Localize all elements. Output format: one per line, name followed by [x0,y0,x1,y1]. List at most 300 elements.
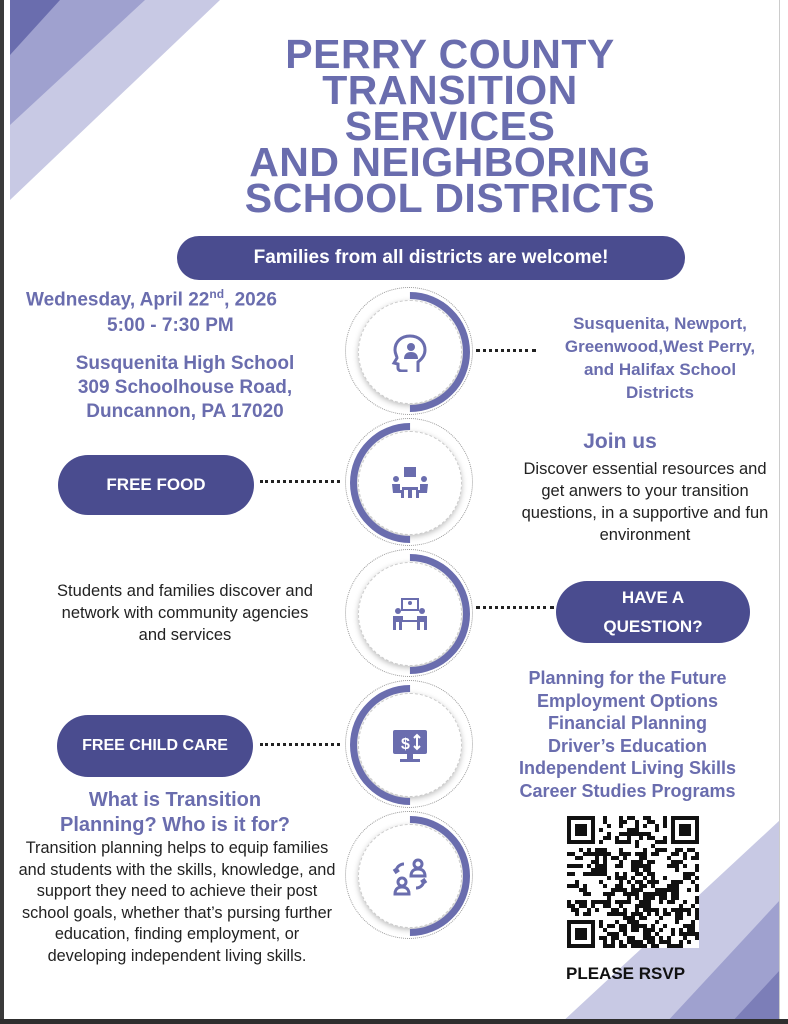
qr-module [639,864,643,868]
network-text: Students and families discover and network with community agencies and services [57,582,313,644]
qr-module [619,824,623,828]
qr-module [611,888,615,892]
qr-module [631,924,635,928]
qr-module [691,848,695,852]
qr-module [663,816,667,820]
qr-module [663,840,667,844]
qr-module [623,908,627,912]
qr-module [647,892,651,896]
qr-module [667,884,671,888]
qr-module [639,872,643,876]
qr-module [615,840,619,844]
qr-module [623,916,627,920]
qr-module [595,868,599,872]
qr-module [631,892,635,896]
qr-module [583,904,587,908]
qr-module [647,904,651,908]
qr-module [655,892,659,896]
qr-module [671,888,675,892]
qr-module [663,912,667,916]
qr-module [675,912,679,916]
qr-module [643,944,647,948]
qr-module [679,848,683,852]
topic-item: Driver’s Education [547,735,708,756]
topic-item: Financial Planning [547,713,708,733]
qr-module [643,884,647,888]
qr-module [687,928,691,932]
qr-module [691,904,695,908]
qr-module [671,852,675,856]
qr-module [671,884,675,888]
rsvp-qr-code[interactable] [567,816,699,948]
qr-module [591,872,595,876]
welcome-banner: Families from all districts are welcome! [177,236,685,280]
qr-module [679,916,683,920]
qr-module [575,864,579,868]
qr-module [647,872,651,876]
qr-module [675,888,679,892]
district-line: and Halifax School [583,360,737,379]
free-food-badge: FREE FOOD [58,455,254,515]
qr-module [631,864,635,868]
qr-module [623,876,627,880]
qr-module [635,824,639,828]
qr-module [631,944,635,948]
qr-module [655,840,659,844]
qr-module [599,828,603,832]
qr-module [651,908,655,912]
qr-module [639,856,643,860]
qr-module [675,884,679,888]
qr-module [675,892,679,896]
qr-module [595,856,599,860]
qr-module [687,872,691,876]
qr-module [683,936,687,940]
qr-module [595,860,599,864]
qr-module [647,864,651,868]
qr-module [651,892,655,896]
qr-module [611,936,615,940]
qr-module [599,900,603,904]
qr-module [663,848,667,852]
qr-module [651,928,655,932]
qr-module [635,880,639,884]
qr-module [567,884,571,888]
qr-module [631,888,635,892]
location-line: 309 Schoolhouse Road, [77,377,293,398]
qr-module [611,944,615,948]
qr-module [567,864,571,868]
qr-module [663,888,667,892]
qr-module [647,860,651,864]
qr-module [607,944,611,948]
qr-module [639,852,643,856]
qr-module [607,896,611,900]
qr-module [615,872,619,876]
qr-module [587,852,591,856]
qr-module [623,820,627,824]
qr-module [599,868,603,872]
qr-module [571,864,575,868]
qr-module [619,820,623,824]
qr-module [643,864,647,868]
qr-module [575,880,579,884]
qr-module [615,876,619,880]
qr-module [635,896,639,900]
qr-module [579,864,583,868]
qr-module [643,924,647,928]
circle-people-exchange [345,811,473,939]
topics-list [490,667,765,802]
qr-module [603,904,607,908]
qr-module [575,908,579,912]
qr-module [639,924,643,928]
qr-module [619,848,623,852]
title-line: SERVICES [344,103,556,149]
qr-module [603,884,607,888]
qr-module [663,940,667,944]
qr-module [643,816,647,820]
event-location [40,352,330,424]
districts-list [535,312,785,404]
qr-module [675,920,679,924]
what-text: Transition planning helps to equip families and students with the skills, knowledge, and support they need to achieve their post school goals, whether that’s pursing further education, finding employment, or developing independent living skills. [18,839,336,965]
qr-module [655,932,659,936]
qr-module [655,828,659,832]
qr-module [627,828,631,832]
qr-module [575,912,579,916]
qr-module [583,892,587,896]
qr-module [627,900,631,904]
qr-module [607,824,611,828]
finance-monitor-icon [390,725,430,765]
circle-finance [345,680,473,808]
qr-module [647,940,651,944]
qr-module [679,932,683,936]
qr-module [675,916,679,920]
qr-module [683,908,687,912]
qr-module [643,908,647,912]
qr-module [683,900,687,904]
qr-module [599,920,603,924]
qr-module [635,908,639,912]
qr-module [659,848,663,852]
qr-module [687,932,691,936]
circle-network [345,549,473,677]
qr-module [627,896,631,900]
qr-module [659,900,663,904]
join-title: Join us [583,430,657,453]
meeting-icon [390,463,430,503]
qr-module [603,868,607,872]
qr-module [691,932,695,936]
qr-module [655,912,659,916]
qr-module [591,860,595,864]
connector [476,349,536,352]
what-title-line: Planning? Who is it for? [60,814,290,836]
qr-module [695,896,699,900]
qr-module [683,856,687,860]
qr-module [655,944,659,948]
qr-module [571,908,575,912]
qr-module [627,936,631,940]
qr-module [647,912,651,916]
qr-module [619,880,623,884]
what-title-line: What is Transition [88,789,262,811]
qr-module [675,848,679,852]
qr-module [627,852,631,856]
qr-module [623,888,627,892]
qr-module [603,936,607,940]
topic-item: Planning for the Future [528,668,727,688]
qr-module [631,912,635,916]
qr-module [603,816,607,820]
qr-module [631,916,635,920]
qr-module [671,908,675,912]
qr-module [615,864,619,868]
qr-module [611,932,615,936]
qr-module [667,936,671,940]
qr-module [635,940,639,944]
qr-module [603,848,607,852]
qr-module [635,852,639,856]
video-conference-icon [390,594,430,634]
qr-module [619,940,623,944]
qr-module [635,928,639,932]
qr-module [599,840,603,844]
qr-module [659,896,663,900]
qr-module [651,944,655,948]
qr-module [567,900,571,904]
qr-module [615,836,619,840]
qr-module [619,876,623,880]
qr-module [651,872,655,876]
qr-module [691,928,695,932]
svg-text:$: $ [401,736,410,753]
qr-module [647,928,651,932]
qr-module [619,860,623,864]
qr-module [675,896,679,900]
qr-module [615,908,619,912]
qr-module [647,908,651,912]
qr-module [587,892,591,896]
date-sup: nd [209,287,225,301]
qr-module [635,912,639,916]
qr-module [655,824,659,828]
qr-module [643,900,647,904]
qr-module [571,852,575,856]
qr-module [663,824,667,828]
qr-module [643,928,647,932]
qr-module [683,932,687,936]
qr-module [571,904,575,908]
qr-module [695,856,699,860]
qr-module [643,832,647,836]
qr-module [695,864,699,868]
qr-module [663,908,667,912]
qr-module [583,912,587,916]
qr-module [615,920,619,924]
qr-module [691,856,695,860]
qr-module [675,864,679,868]
qr-module [619,884,623,888]
qr-module [651,844,655,848]
left-edge [0,0,4,1024]
qr-module [615,936,619,940]
qr-module [667,864,671,868]
qr-module [683,924,687,928]
date-text: Wednesday, April 22 [26,289,210,311]
qr-module [651,820,655,824]
qr-module [651,940,655,944]
qr-module [587,848,591,852]
qr-module [623,928,627,932]
qr-module [623,892,627,896]
qr-module [651,936,655,940]
qr-module [599,852,603,856]
qr-module [667,912,671,916]
qr-module [695,900,699,904]
qr-module [591,852,595,856]
circle-meeting [345,418,473,546]
qr-module [643,892,647,896]
qr-module [595,852,599,856]
qr-module [695,852,699,856]
qr-module [679,908,683,912]
qr-module [607,924,611,928]
qr-module [679,904,683,908]
qr-module [603,820,607,824]
qr-module [623,944,627,948]
qr-module [639,916,643,920]
qr-module [579,888,583,892]
qr-module [619,840,623,844]
qr-module [579,856,583,860]
qr-module [607,836,611,840]
qr-module [655,852,659,856]
qr-module [659,892,663,896]
qr-module [611,924,615,928]
qr-module [671,880,675,884]
location-line: Susquenita High School [75,353,295,374]
qr-module [683,872,687,876]
qr-module [659,928,663,932]
qr-module [635,920,639,924]
qr-module [671,892,675,896]
have-question-badge [556,581,750,643]
qr-module [695,932,699,936]
qr-module [687,924,691,928]
qr-module [579,848,583,852]
qr-module [631,936,635,940]
qr-module [591,904,595,908]
qr-module [651,896,655,900]
qr-module [691,920,695,924]
connector [476,606,554,609]
qr-module [611,912,615,916]
qr-module [595,872,599,876]
qr-module [619,904,623,908]
qr-module [655,848,659,852]
qr-module [639,944,643,948]
qr-module [671,864,675,868]
qr-module [695,916,699,920]
qr-module [663,924,667,928]
qr-module [639,884,643,888]
qr-module [639,904,643,908]
qr-module [643,824,647,828]
qr-module [619,912,623,916]
qr-module [623,900,627,904]
qr-module [635,864,639,868]
right-edge [779,0,788,1024]
qr-module [635,924,639,928]
qr-module [647,900,651,904]
qr-module [583,872,587,876]
qr-module [695,888,699,892]
qr-module [635,828,639,832]
qr-module [695,912,699,916]
qr-module [675,852,679,856]
qr-module [607,912,611,916]
rsvp-label: PLEASE RSVP [566,964,686,983]
qr-module [655,888,659,892]
head-person-icon [390,332,430,372]
qr-module [619,888,623,892]
qr-module [639,880,643,884]
qr-module [579,904,583,908]
qr-module [635,888,639,892]
qr-module [615,856,619,860]
people-exchange-icon [390,856,430,896]
qr-module [599,872,603,876]
qr-module [643,936,647,940]
qr-module [643,856,647,860]
qr-module [635,844,639,848]
qr-module [647,932,651,936]
qr-module [675,944,679,948]
qr-module [671,900,675,904]
qr-module [603,864,607,868]
qr-module [639,940,643,944]
join-text: Discover essential resources and get anwers to your transition questions, in a supportive and fun environment [521,460,769,544]
qr-module [643,932,647,936]
qr-module [583,884,587,888]
qr-module [639,836,643,840]
qr-module [675,880,679,884]
qr-module [671,928,675,932]
qr-module [607,904,611,908]
qr-module [647,868,651,872]
qr-module [651,924,655,928]
qr-module [635,892,639,896]
qr-module [651,836,655,840]
topic-item: Employment Options [536,690,718,711]
circle-thinking [345,287,473,415]
qr-module [683,864,687,868]
qr-module [595,900,599,904]
qr-module [615,932,619,936]
qr-module [587,908,591,912]
qr-module [663,876,667,880]
qr-module [651,880,655,884]
qr-module [635,832,639,836]
qr-module [647,820,651,824]
qr-module [619,852,623,856]
qr-module [631,832,635,836]
qr-module [667,856,671,860]
qr-module [651,884,655,888]
